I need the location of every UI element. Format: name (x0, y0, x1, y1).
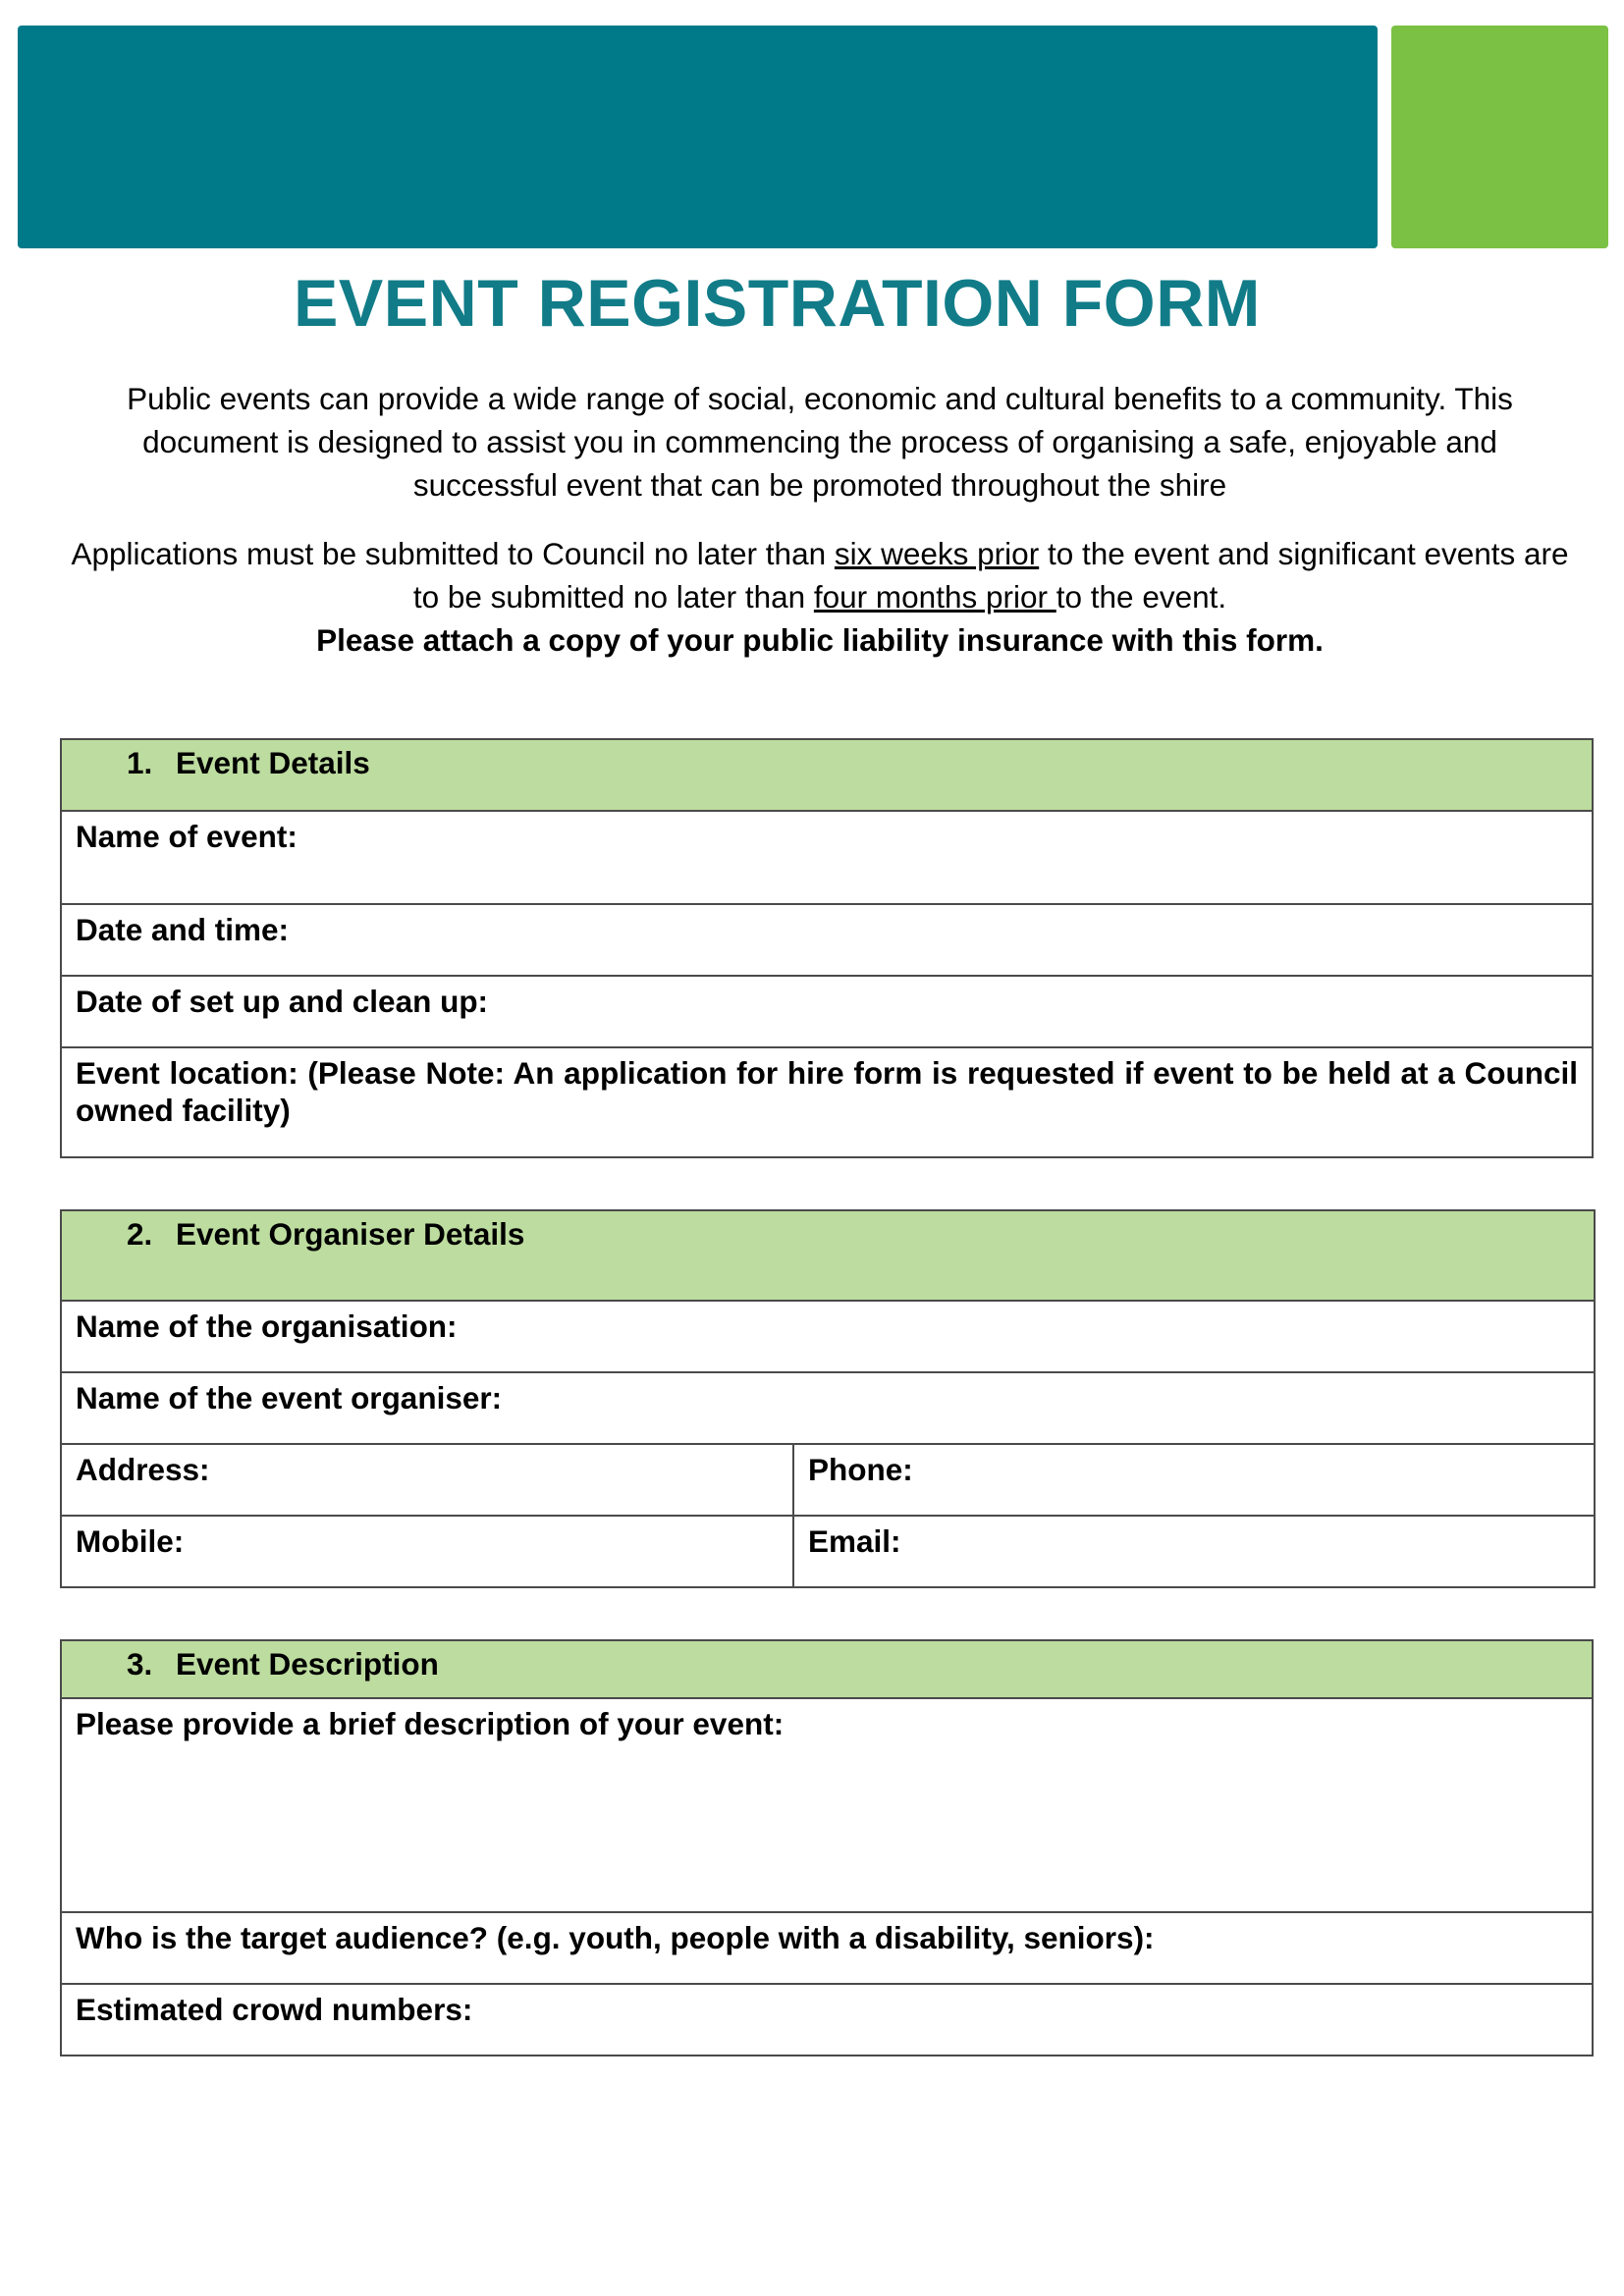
section-number: 2. (127, 1216, 153, 1252)
name-of-event-field[interactable]: Name of event: (61, 811, 1593, 904)
organiser-details-table (60, 1209, 1596, 1588)
deadline-six-weeks: six weeks prior (834, 536, 1040, 571)
section-header-event-details (61, 739, 1593, 811)
section-header-description (61, 1640, 1593, 1698)
section-title: Event Details (176, 745, 370, 780)
intro-paragraph-2 (69, 532, 1571, 618)
mobile-field[interactable]: Mobile: (61, 1516, 793, 1587)
section-number: 3. (127, 1646, 153, 1682)
target-audience-field[interactable]: Who is the target audience? (e.g. youth, people with a disability, seniors): (61, 1912, 1593, 1984)
email-field[interactable]: Email: (793, 1516, 1595, 1587)
event-details-table (60, 738, 1594, 1158)
setup-cleanup-field[interactable]: Date of set up and clean up: (61, 976, 1593, 1047)
section-number: 1. (127, 745, 153, 780)
intro-text (69, 377, 1571, 662)
insurance-note: Please attach a copy of your public liability insurance with this form. (316, 622, 1324, 658)
intro-paragraph-1: Public events can provide a wide range of social, economic and cultural benefits to a community. This document is designed to assist you in commencing the process of organising a safe, enjoyable and successful event that can be promoted throughout the shire (127, 381, 1513, 503)
header-banner-green (1391, 26, 1608, 248)
page-title: EVENT REGISTRATION FORM (294, 266, 1261, 341)
date-time-field[interactable]: Date and time: (61, 904, 1593, 976)
organisation-name-field[interactable]: Name of the organisation: (61, 1301, 1595, 1372)
section-header-organiser (61, 1210, 1595, 1301)
intro-p2-text: to the event and significant events are to be submitted no later than (412, 536, 1569, 614)
intro-p2-text: to the event. (1056, 579, 1227, 614)
event-description-table (60, 1639, 1594, 2056)
section-title: Event Description (176, 1646, 439, 1682)
address-field[interactable]: Address: (61, 1444, 793, 1516)
event-location-field[interactable]: Event location: (Please Note: An application for hire form is requested if event to be held at a Council owned facility) (61, 1047, 1593, 1157)
intro-p2-text: Applications must be submitted to Council no later than (71, 536, 835, 571)
section-title: Event Organiser Details (176, 1216, 525, 1252)
event-description-field[interactable]: Please provide a brief description of your event: (61, 1698, 1593, 1912)
crowd-numbers-field[interactable]: Estimated crowd numbers: (61, 1984, 1593, 2056)
organiser-name-field[interactable]: Name of the event organiser: (61, 1372, 1595, 1444)
header-banner-teal (18, 26, 1378, 248)
phone-field[interactable]: Phone: (793, 1444, 1595, 1516)
deadline-four-months: four months prior (813, 579, 1056, 614)
